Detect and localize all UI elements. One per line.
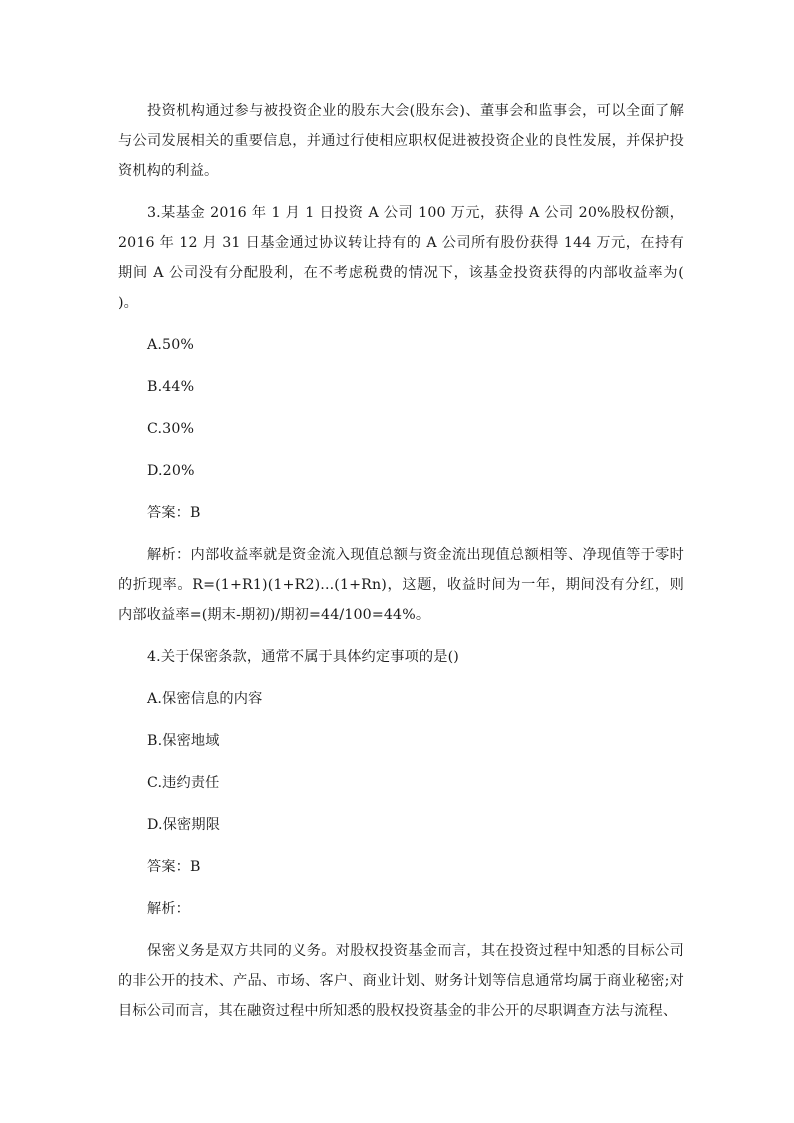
q4-analysis-label: 解析：: [147, 901, 191, 917]
q3-analysis: 解析：内部收益率就是资金流入现值总额与资金流出现值总额相等、净现值等于零时的折现率。R=(1+R1)(1+R2)...(1+Rn)，这题，收益时间为一年，期间没有分红，则内部收益率=(期末-期初)/期初=44/100=44%。: [118, 547, 684, 623]
document-body: [118, 96, 684, 1038]
q4-option-a: A.保密信息的内容: [147, 691, 263, 707]
q4-option-c: C.违约责任: [147, 775, 220, 791]
question-4: 4.关于保密条款，通常不属于具体约定事项的是(): [147, 649, 459, 665]
q4-answer: 答案：B: [147, 859, 201, 875]
q3-option-b: B.44%: [147, 379, 195, 395]
q3-answer: 答案：B: [147, 505, 201, 521]
q4-option-d: D.保密期限: [147, 817, 221, 833]
q3-option-a: A.50%: [147, 337, 195, 353]
q3-option-c: C.30%: [147, 421, 195, 437]
q3-option-d: D.20%: [147, 463, 195, 479]
q4-analysis-body: 保密义务是双方共同的义务。对股权投资基金而言，其在投资过程中知悉的目标公司的非公开的技术、产品、市场、客户、商业计划、财务计划等信息通常均属于商业秘密;对目标公司而言，其在融资过程中所知悉的股权投资基金的非公开的尽职调查方法与流程、: [118, 943, 684, 1019]
question-3: 3.某基金 2016 年 1 月 1 日投资 A 公司 100 万元，获得 A 公司 20%股权份额，2016 年 12 月 31 日基金通过协议转让持有的 A 公司所有股份获得 144 万元，在持有期间 A 公司没有分配股利，在不考虑税费的情况下，该基金投资获得的内部收益率为( )。: [118, 205, 684, 311]
q4-option-b: B.保密地域: [147, 733, 220, 749]
intro-paragraph: 投资机构通过参与被投资企业的股东大会(股东会)、董事会和监事会，可以全面了解与公司发展相关的重要信息，并通过行使相应职权促进被投资企业的良性发展，并保护投资机构的利益。: [118, 103, 684, 179]
